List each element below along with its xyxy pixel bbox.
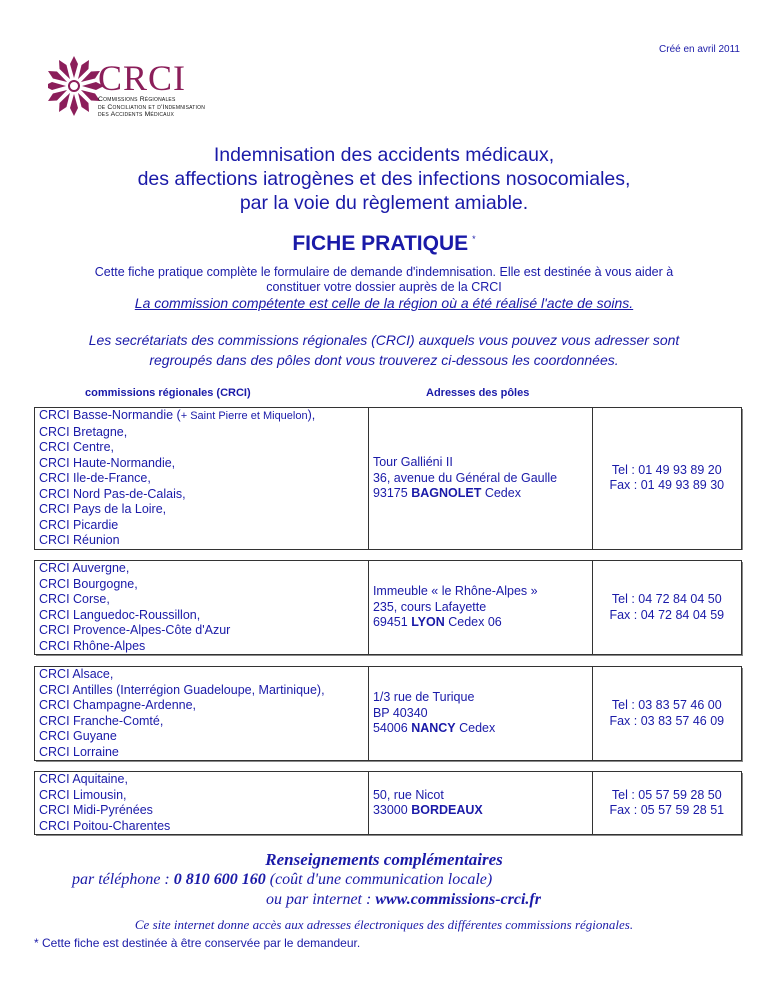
pole-table-nancy xyxy=(34,666,742,761)
additional-info-title: Renseignements complémentaires xyxy=(265,850,503,869)
phone-number: 0 810 600 160 xyxy=(173,871,266,888)
web-line: ou par internet : www.commissions-crci.fr xyxy=(266,891,541,908)
pole-table-bagnolet xyxy=(34,407,742,550)
pole-table-lyon xyxy=(34,560,742,655)
pole-address: Tour Galliéni II 36, avenue du Général de Gaulle 93175 BAGNOLET Cedex xyxy=(368,408,592,550)
footnote-star: * xyxy=(472,234,476,244)
table-row xyxy=(35,408,742,550)
column-header-addresses: Adresses des pôles xyxy=(426,387,530,399)
pole-address: Immeuble « le Rhône-Alpes » 235, cours Lafayette 69451 LYON Cedex 06 xyxy=(368,561,592,655)
website-link[interactable]: www.commissions-crci.fr xyxy=(375,891,541,908)
additional-info xyxy=(40,850,728,934)
region-list: CRCI Alsace, CRCI Antilles (Interrégion Guadeloupe, Martinique), CRCI Champagne-Ardenne, CRCI Franche-Comté, CRCI Guyane CRCI Lorraine xyxy=(35,667,369,761)
pole-address: 1/3 rue de Turique BP 40340 54006 NANCY Cedex xyxy=(368,667,592,761)
competent-commission-note: La commission compétente est celle de la région où a été réalisé l'acte de soins. xyxy=(134,295,634,311)
table-row xyxy=(35,561,742,655)
pole-contact: Tel : 01 49 93 89 20 Fax : 01 49 93 89 30 xyxy=(592,408,741,550)
pole-address: 50, rue Nicot 33000 BORDEAUX xyxy=(368,772,592,835)
intro-text: Cette fiche pratique complète le formulaire de demande d'indemnisation. Elle est destinée à vous aider à constituer votre dossier auprès de la CRCI La commission compétente est celle de la région où a été réalisé l'acte de soins. xyxy=(40,265,728,311)
secretariats-text: Les secrétariats des commissions régionales (CRCI) auxquels vous pouvez vous adresser sont regroupés dans des pôles dont vous trouverez ci-dessous les coordonnées. xyxy=(88,332,680,368)
column-header-regions: commissions régionales (CRCI) xyxy=(85,387,251,399)
logo-subtitle: Commissions Régionales de Conciliation et d'Indemnisation des Accidents Médicaux xyxy=(98,96,206,119)
table-row xyxy=(35,772,742,835)
logo-wordmark: CRCI xyxy=(98,58,187,98)
site-note: Ce site internet donne accès aux adresses électroniques des différentes commissions régionales. xyxy=(134,917,634,932)
region-list: CRCI Aquitaine, CRCI Limousin, CRCI Midi-Pyrénées CRCI Poitou-Charentes xyxy=(35,772,369,835)
conservation-note: * Cette fiche est destinée à être conservée par le demandeur. xyxy=(34,936,361,950)
pole-contact: Tel : 05 57 59 28 50 Fax : 05 57 59 28 51 xyxy=(592,772,741,835)
region-list: CRCI Auvergne, CRCI Bourgogne, CRCI Corse, CRCI Languedoc-Roussillon, CRCI Provence-Alpes-Côte d'Azur CRCI Rhône-Alpes xyxy=(35,561,369,655)
pole-contact: Tel : 03 83 57 46 00 Fax : 03 83 57 46 09 xyxy=(592,667,741,761)
page-headline: Indemnisation des accidents médicaux, des affections iatrogènes et des infections nosocomiales, par la voie du règlement amiable. xyxy=(137,144,631,214)
table-row xyxy=(35,667,742,761)
pole-table-bordeaux xyxy=(34,771,742,835)
phone-line: par téléphone : 0 810 600 160 (coût d'une communication locale) xyxy=(72,871,493,888)
region-list: CRCI Basse-Normandie (+ Saint Pierre et Miquelon), CRCI Bretagne, CRCI Centre, CRCI Haute-Normandie, CRCI Ile-de-France, CRCI Nord Pas-de-Calais, CRCI Pays de la Loire, CRCI Picardie CRCI Réunion xyxy=(35,408,369,550)
pole-contact: Tel : 04 72 84 04 50 Fax : 04 72 84 04 59 xyxy=(592,561,741,655)
creation-date: Créé en avril 2011 xyxy=(659,44,740,55)
fiche-title: FICHE PRATIQUE * xyxy=(292,232,476,255)
